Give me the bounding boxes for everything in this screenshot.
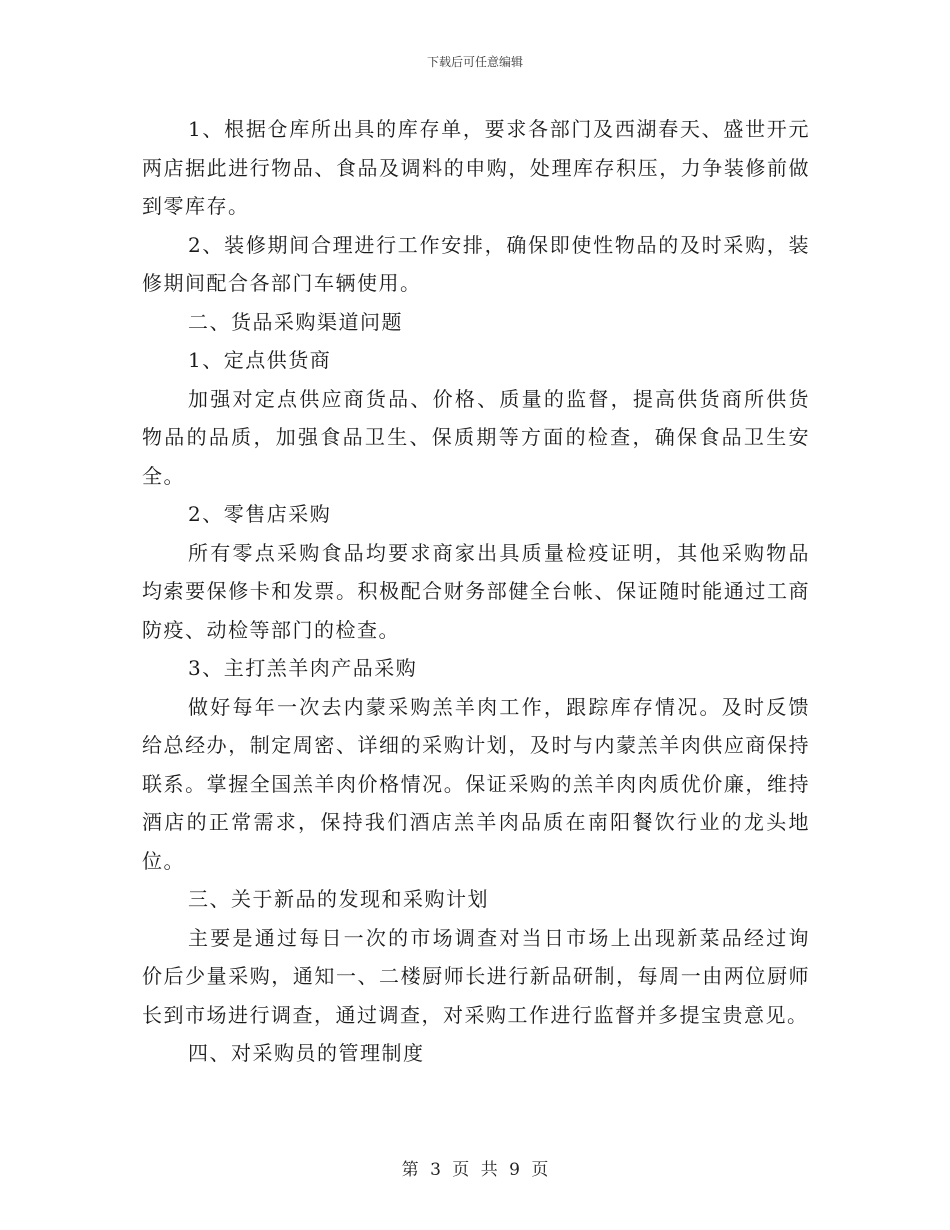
paragraph-inventory: 1、根据仓库所出具的库存单，要求各部门及西湖春天、盛世开元两店据此进行物品、食品及调料的申购，处理库存积压，力争装修前做到零库存。 bbox=[142, 117, 810, 218]
section-heading-channels: 二、货品采购渠道问题 bbox=[188, 309, 403, 334]
section-heading-new-products: 三、关于新品的发现和采购计划 bbox=[188, 887, 489, 911]
paragraph-supplier-supervision: 加强对定点供应商货品、价格、质量的监督，提高供货商所供货物品的品质，加强食品卫生、保质期等方面的检查，确保食品卫生安全。 bbox=[142, 386, 810, 488]
paragraph-renovation: 2、装修期间合理进行工作安排，确保即使性物品的及时采购，装修期间配合各部门车辆使用。 bbox=[142, 232, 810, 295]
subheading-lamb-purchase: 3、主打羔羊肉产品采购 bbox=[188, 656, 418, 680]
subheading-designated-supplier: 1、定点供货商 bbox=[188, 348, 332, 372]
paragraph-retail-purchase: 所有零点采购食品均要求商家出具质量检疫证明，其他采购物品均索要保修卡和发票。积极配合财务部健全台帐、保证随时能通过工商防疫、动检等部门的检查。 bbox=[142, 540, 810, 642]
section-heading-purchaser-management: 四、对采购员的管理制度 bbox=[188, 1041, 425, 1065]
paragraph-lamb-purchase: 做好每年一次去内蒙采购羔羊肉工作，跟踪库存情况。及时反馈给总经办，制定周密、详细的采购计划，及时与内蒙羔羊肉供应商保持联系。掌握全国羔羊肉价格情况。保证采购的羔羊肉肉质优价廉，维持酒店的正常需求，保持我们酒店羔羊肉品质在南阳餐饮行业的龙头地位。 bbox=[142, 694, 810, 873]
page-header: 下载后可任意编辑 bbox=[426, 55, 523, 69]
paragraph-new-products: 主要是通过每日一次的市场调查对当日市场上出现新菜品经过询价后少量采购，通知一、二楼厨师长进行新品研制，每周一由两位厨师长到市场进行调查，通过调查，对采购工作进行监督并多提宝贵意见。 bbox=[142, 925, 810, 1027]
subheading-retail-purchase: 2、零售店采购 bbox=[188, 502, 332, 526]
page-number: 第 3 页 共 9 页 bbox=[401, 1160, 549, 1180]
document-body bbox=[142, 110, 810, 1073]
